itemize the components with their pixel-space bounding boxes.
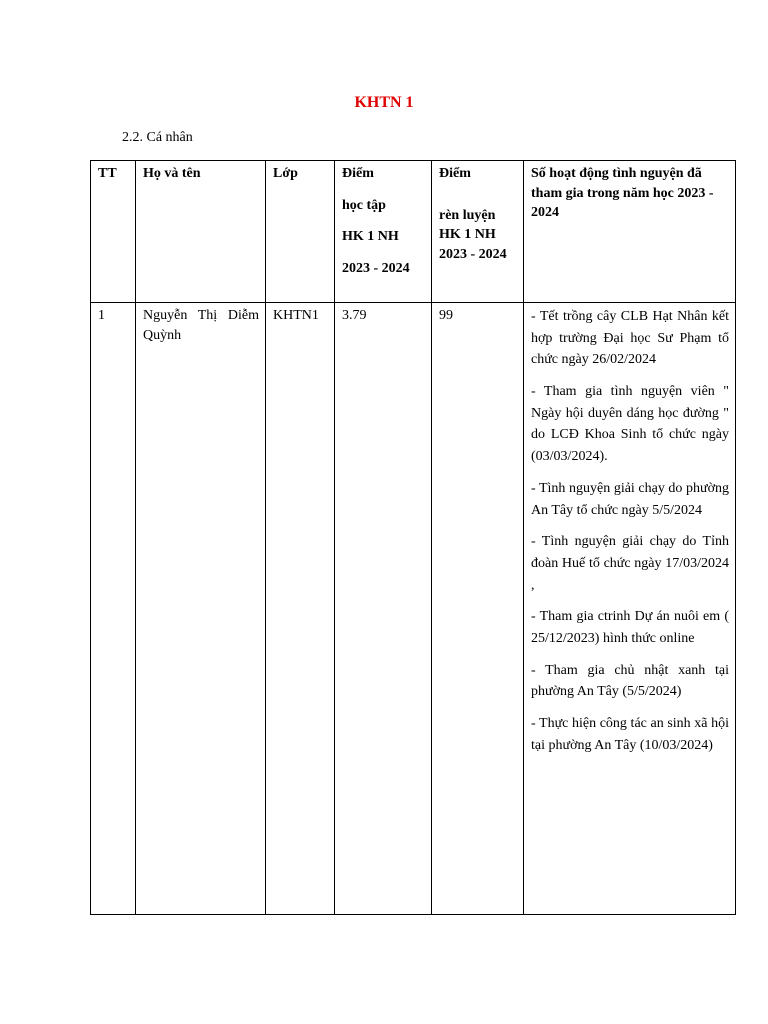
header-conduct-score-line: HK 1 NH bbox=[439, 227, 496, 243]
cell-activities bbox=[524, 303, 736, 915]
table-row bbox=[91, 303, 736, 915]
students-table bbox=[90, 160, 736, 915]
document-title: KHTN 1 bbox=[354, 94, 414, 111]
activity-item: - Tết trồng cây CLB Hạt Nhân kết hợp trường Đại học Sư Phạm tổ chức ngày 26/02/2024 bbox=[531, 309, 729, 368]
cell-class: KHTN1 bbox=[266, 303, 335, 915]
activity-item: - Tham gia tình nguyện viên " Ngày hội duyên dáng học đường " do LCĐ Khoa Sinh tổ chức ngày (03/03/2024). bbox=[531, 384, 729, 465]
header-study-score bbox=[335, 161, 432, 303]
activity-item: - Thực hiện công tác an sinh xã hội tại phường An Tây (10/03/2024) bbox=[531, 716, 729, 753]
section-heading: 2.2. Cá nhân bbox=[122, 130, 193, 145]
cell-study-score: 3.79 bbox=[335, 303, 432, 915]
header-study-score-line: Điểm bbox=[342, 166, 374, 181]
cell-name: Nguyễn Thị Diễm Quỳnh bbox=[136, 303, 266, 915]
header-conduct-score-line: Điểm bbox=[439, 166, 471, 181]
header-study-score-line: 2023 - 2024 bbox=[342, 260, 410, 276]
header-activities: Số hoạt động tình nguyện đã tham gia trong năm học 2023 - 2024 bbox=[524, 161, 736, 303]
header-study-score-line: học tập bbox=[342, 197, 386, 213]
header-class: Lớp bbox=[266, 161, 335, 303]
activity-item: - Tham gia chủ nhật xanh tại phường An Tây (5/5/2024) bbox=[531, 662, 729, 700]
cell-conduct-score: 99 bbox=[432, 303, 524, 915]
header-tt: TT bbox=[91, 161, 136, 303]
cell-tt: 1 bbox=[91, 303, 136, 915]
header-conduct-score bbox=[432, 161, 524, 303]
activity-item: - Tình nguyện giải chạy do phường An Tây tổ chức ngày 5/5/2024 bbox=[531, 480, 729, 518]
activity-item: - Tham gia ctrinh Dự án nuôi em ( 25/12/2023) hình thức online bbox=[531, 609, 729, 646]
activity-item: - Tình nguyện giải chạy do Tỉnh đoàn Huế tổ chức ngày 17/03/2024 , bbox=[531, 534, 729, 593]
table-header-row bbox=[91, 161, 736, 303]
header-conduct-score-line: rèn luyện bbox=[439, 207, 496, 223]
header-study-score-line: HK 1 NH bbox=[342, 229, 399, 245]
header-conduct-score-line: 2023 - 2024 bbox=[439, 246, 507, 262]
header-name: Họ và tên bbox=[136, 161, 266, 303]
